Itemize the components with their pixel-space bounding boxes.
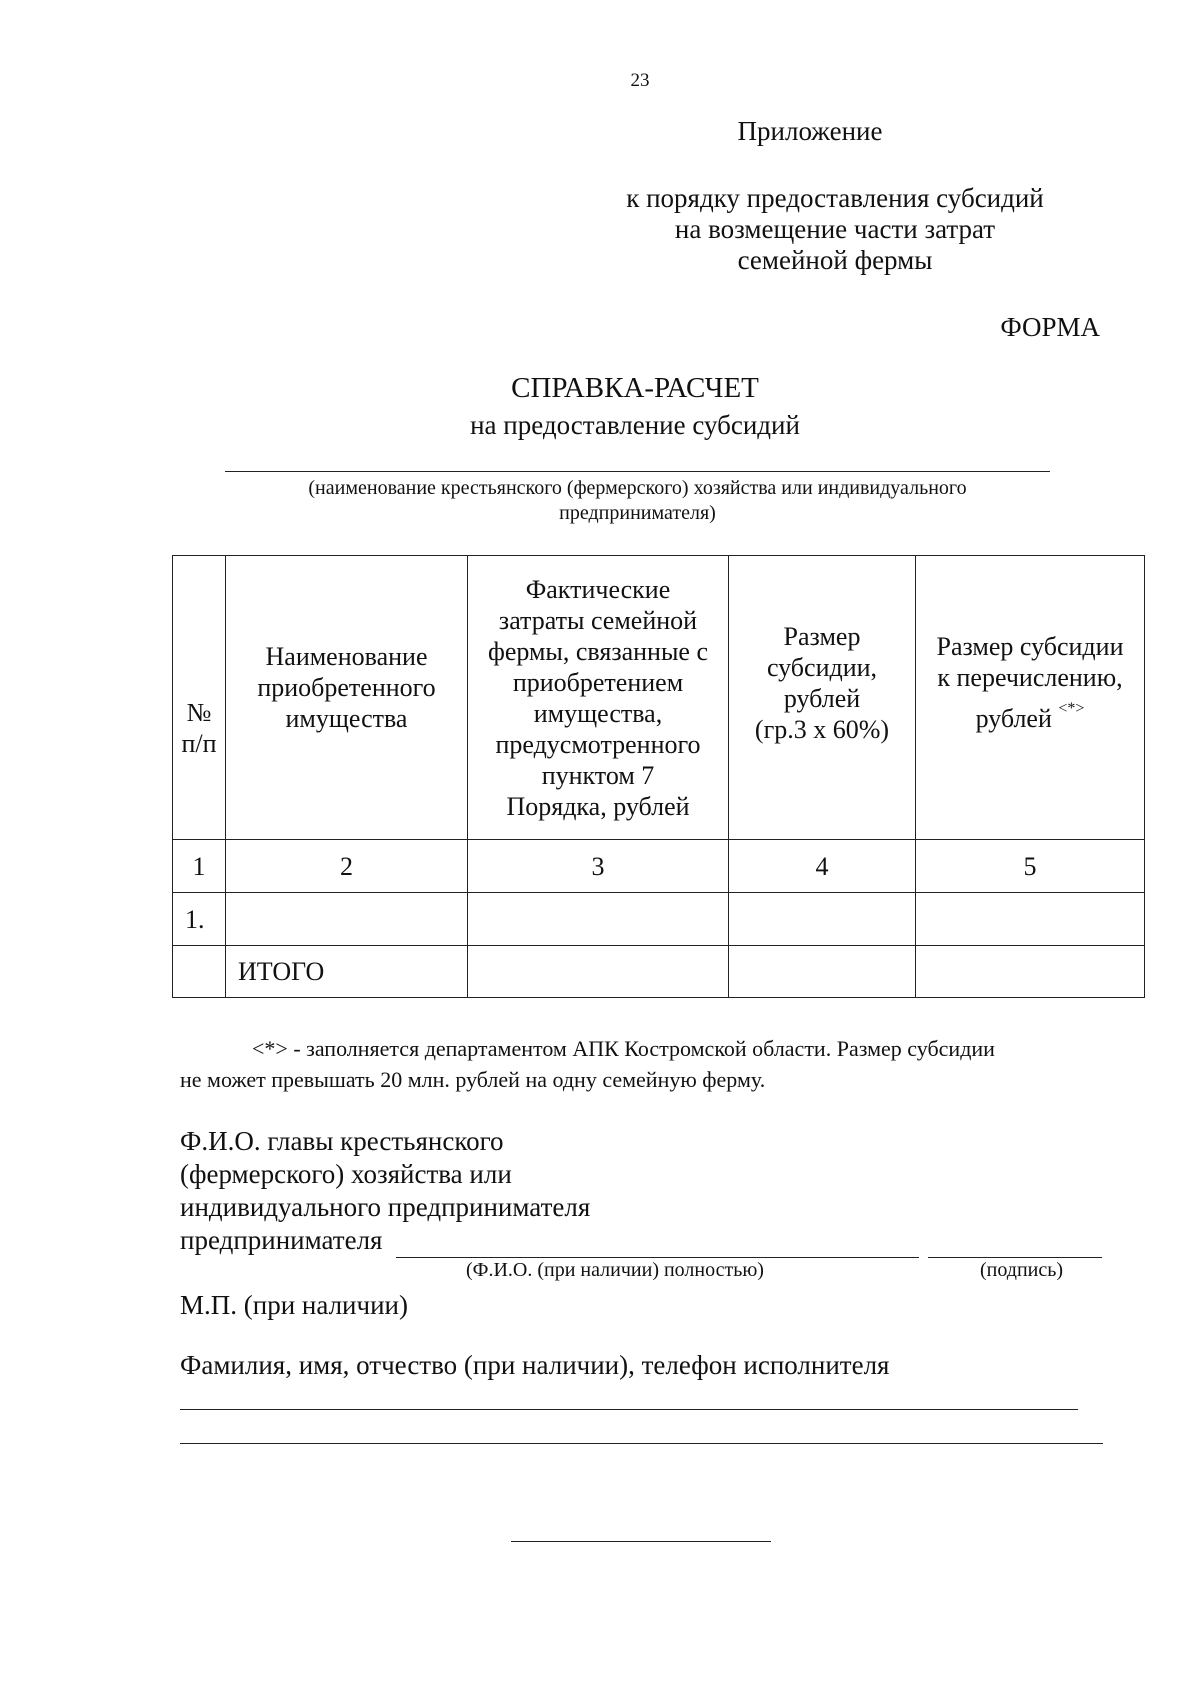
appendix-line: семейной фермы <box>737 245 933 275</box>
signature-label-line: индивидуального предпринимателя <box>180 1192 591 1222</box>
form-label: ФОРМА <box>1000 312 1100 342</box>
header-property-name <box>226 556 468 840</box>
total-row <box>173 946 1145 998</box>
header-subsidy-transfer <box>916 556 1145 840</box>
total-row-number-cell <box>173 946 226 998</box>
document-subtitle: на предоставление субсидий <box>470 410 800 440</box>
signature-label-line: предпринимателя <box>180 1225 383 1255</box>
footnote-line: не может превышать 20 млн. рублей на одну семейную ферму. <box>180 1067 766 1092</box>
page-number: 23 <box>630 70 650 91</box>
row-number-cell: 1. <box>173 893 226 946</box>
signature-block <box>180 1125 660 1257</box>
header-line-text: рублей <box>975 704 1052 733</box>
signature-label-line: Ф.И.О. главы крестьянского <box>180 1126 504 1156</box>
header-line: пунктом 7 <box>541 760 655 790</box>
header-line: Размер субсидии <box>936 632 1124 661</box>
header-line: имущества <box>285 704 408 733</box>
footnote-line <box>180 1033 1100 1064</box>
column-number: 5 <box>916 840 1145 893</box>
header-line <box>916 693 1144 734</box>
footnote <box>180 1033 1100 1095</box>
column-number: 4 <box>729 840 916 893</box>
appendix-line: к порядку предоставления субсидий <box>626 183 1044 213</box>
executor-field-line[interactable] <box>180 1409 1078 1410</box>
end-of-document-line <box>511 1541 771 1542</box>
footnote-text: <*> - заполняется департаментом АПК Костромской области. Размер субсидии <box>252 1036 995 1061</box>
header-line: затраты семейной <box>498 605 698 635</box>
appendix-line: на возмещение части затрат <box>674 214 996 244</box>
total-costs-cell[interactable] <box>468 946 729 998</box>
header-line: Наименование <box>265 642 428 671</box>
header-line: п/п <box>181 729 217 758</box>
header-line: приобретением <box>512 667 684 697</box>
column-number: 3 <box>468 840 729 893</box>
header-line: имущества, <box>533 698 663 728</box>
farm-name-caption-line: предпринимателя) <box>559 502 716 524</box>
column-number-row <box>173 840 1145 893</box>
header-line: к перечислению, <box>937 663 1123 692</box>
farm-name-field-line <box>225 471 1050 472</box>
header-subsidy-amount <box>729 556 916 840</box>
table-header-row <box>173 556 1145 840</box>
signature-field-line[interactable] <box>928 1257 1102 1258</box>
property-name-cell[interactable] <box>226 893 468 946</box>
header-actual-costs <box>468 556 729 840</box>
document-title: СПРАВКА-РАСЧЕТ <box>511 372 759 404</box>
fio-field-line[interactable] <box>396 1257 919 1258</box>
column-number: 1 <box>173 840 226 893</box>
executor-field-line[interactable] <box>180 1443 1103 1444</box>
subsidy-amount-cell[interactable] <box>729 893 916 946</box>
actual-costs-cell[interactable] <box>468 893 729 946</box>
total-transfer-cell[interactable] <box>916 946 1145 998</box>
farm-name-caption <box>225 476 1050 526</box>
header-line: Фактические <box>525 574 671 604</box>
header-line: рублей <box>783 683 861 713</box>
executor-label: Фамилия, имя, отчество (при наличии), телефон исполнителя <box>180 1350 890 1380</box>
header-line: субсидии, <box>766 652 878 682</box>
calculation-table <box>172 555 1145 998</box>
subsidy-transfer-cell[interactable] <box>916 893 1145 946</box>
header-line: фермы, связанные с <box>487 636 709 666</box>
total-subsidy-cell[interactable] <box>729 946 916 998</box>
header-line: (гр.3 х 60%) <box>754 714 890 744</box>
header-line: предусмотренного <box>495 729 701 759</box>
header-line: Порядка, рублей <box>506 791 690 821</box>
signature-caption: (подпись) <box>980 1259 1064 1281</box>
appendix-description <box>580 183 1090 276</box>
header-number <box>173 556 226 840</box>
footnote-mark: <*> <box>1058 700 1085 717</box>
stamp-label: М.П. (при наличии) <box>180 1290 408 1320</box>
appendix-title: Приложение <box>737 116 883 146</box>
fio-caption: (Ф.И.О. (при наличии) полностью) <box>466 1259 764 1281</box>
total-label-cell: ИТОГО <box>226 946 468 998</box>
column-number: 2 <box>226 840 468 893</box>
signature-label-line: (фермерского) хозяйства или <box>180 1159 512 1189</box>
header-line: Размер <box>783 621 861 651</box>
header-line: № <box>186 698 212 727</box>
header-line: приобретенного <box>257 673 436 702</box>
farm-name-caption-line: (наименование крестьянского (фермерского) хозяйства или индивидуального <box>308 477 967 499</box>
table-row <box>173 893 1145 946</box>
